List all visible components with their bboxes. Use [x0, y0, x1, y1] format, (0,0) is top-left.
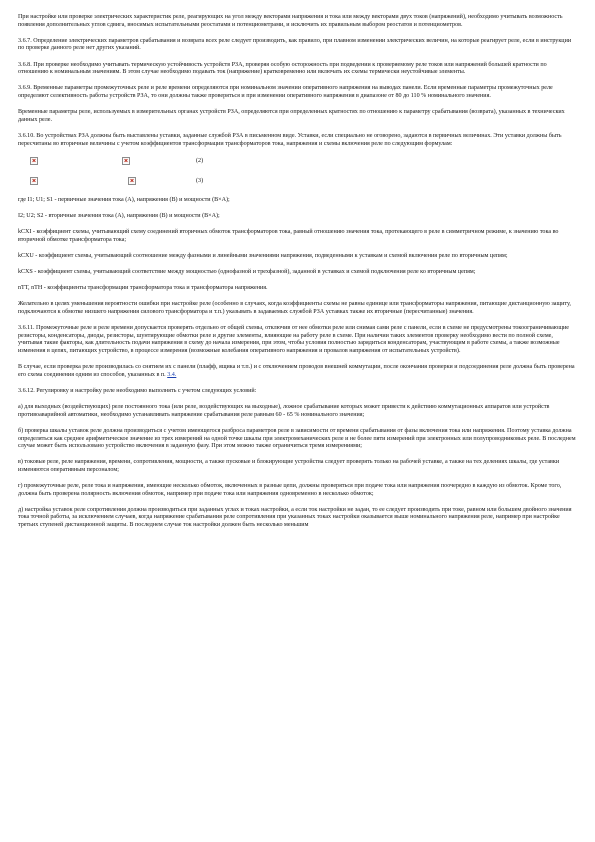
list-item-g: г) промежуточные реле, реле тока и напряжения, имеющие несколько обмоток, включенных в разные цепи, должны проверяться при подаче тока или напряжения поочередно в каждую из обмоток. Кроме того, должна быть проверена полярность включения обмоток, например при подаче тока или напряжения одновременно в несколько обмоток;: [18, 483, 562, 497]
paragraph-time-params: Временные параметры реле, используемых в измерительных органах устройств РЗА, определяются при определенных кратностях по отношению к параметру срабатывания (возврата), указанных в технических данных реле.: [18, 109, 565, 123]
paragraph-3-6-12: 3.6.12. Регулировку и настройку реле необходимо выполнять с учетом следующих условий:: [18, 387, 257, 394]
definition-kschs: kСХS - коэффициент схемы, учитывающий соответствие между мощностью (однофазной и трехфазной), заданной в уставках и схемой подключения реле ко вторичным цепям;: [18, 269, 476, 276]
paragraph-removal-text: В случае, если проверка реле производилась со снятием их с панели (плафф, ящика и т.п.) и с отключением проводов внешней коммутации, после окончания проверки и подсоединения реле должна быть проверена его схема соединения одним из способов, указанных в п.: [18, 364, 575, 378]
definition-ntt: nTT, nTH - коэффициенты трансформации трансформатора тока и трансформатора напряжения.: [18, 285, 268, 292]
list-item-d: д) настройка уставок реле сопротивления должна производиться при заданных углах и токах настройки, а если ток настройки не задан, то ее следует производить при токе, равном или большем двойного значения тока точной работы, за исключением случаев, когда напряжение срабатывания реле сопротивления при указанных токах настройки оказывается выше номинального напряжения реле, например при настройке третьих ступеней дистанционной защиты. В последнем случае ток настройки должен быть несколько меньшим: [18, 506, 572, 529]
definition-kschi: kСХI - коэффициент схемы, учитывающий схему соединений вторичных обмоток трансформаторов тока, равный отношению значения тока, протекающего в реле в симметричном режиме, к значению тока во вторичной обмотке трансформатора тока;: [18, 229, 559, 243]
definition-secondary: I2; U2; S2 - вторичные значения тока (А), напряжения (В) и мощности (В×А);: [18, 212, 220, 219]
broken-image-icon: [30, 177, 38, 185]
formula-number: (3): [196, 177, 204, 184]
list-item-b: б) проверка шкалы уставок реле должна производиться с учетом имеющегося разброса параметров реле в зависимости от времени срабатывания от фазы включения тока или напряжения. Поэтому уставка должна определяться как среднее арифметическое значение из трех измерений на одной точке шкалы при электромеханических реле и не более пяти измерений при электронных или полупроводниковых реле. В последнем случае может быть использовано устройство включения в заданную фазу. При этом можно также ограничиться тремя измерениями;: [18, 427, 576, 450]
paragraph-3-6-8: 3.6.8. При проверке необходимо учитывать термическую устойчивость устройств РЗА, проверяя особую осторожность при подведении к проверяемому реле токов или напряжений большей кратности по отношению к номинальным значениям. В этом случае необходимо подавать ток (напряжение) кратковременно или включать их схемы термически неустойчивые элементы.: [18, 61, 547, 76]
broken-image-icon: [122, 157, 130, 165]
paragraph-3-6-7: 3.6.7. Определение электрических параметров срабатывания и возврата всех реле следует производить, как правило, при плавном изменении электрических величин, на которые реагирует реле, если в инструкции по проверке данного реле нет других указаний.: [18, 37, 572, 52]
formula-row-2: [18, 157, 578, 169]
section-link[interactable]: 3.4.: [167, 371, 177, 378]
list-item-v: в) токовые реле, реле напряжения, времени, сопротивления, мощности, а также пусковые и блокирующие устройства следует проверять только на рабочей уставке, а также на тех делениях шкалы, где уставки изменяются оперативным персоналом;: [18, 459, 560, 473]
paragraph-3-6-11: 3.6.11. Промежуточные реле и реле времени допускается проверять отдельно от общей схемы, отключив от нее обмотки реле или снимая сами реле с панели, если в схеме не предусмотрены токоограничивающие резисторы, конденсаторы, диоды, резисторы, шунтирующие обмотки реле и другие элементы, влияющие на работу реле в схеме. При наличии таких элементов проверку необходимо вести по полной схеме, учитывая такие факторы, как длительность подачи напряжения в схему до начала измерения, при этом, чтобы условия полностью зарядиться конденсаторам, участвующим в работе схемы, а также возможные изменения в цепях, питающих устройство, в процессе измерения (возможные колебания оперативного напряжения и провалов напряжения от испытательных устройств).: [18, 325, 569, 354]
paragraph-3-6-10: 3.6.10. Во устройствах РЗА должны быть выставлены уставки, заданные службой РЗА в письменном виде. Уставки, если специально не оговорено, задаются в первичных величинах. Эти уставки должны быть пересчитаны во вторичные величины с учетом коэффициентов трансформации трансформаторов тока, напряжения и схемы включения реле по следующим формулам:: [18, 132, 562, 147]
formula-row-3: [18, 177, 578, 189]
definition-primary: где I1; U1; S1 - первичные значения тока (А), напряжения (В) и мощности (В×А);: [18, 196, 230, 203]
document-page: [18, 14, 578, 538]
paragraph-recommendation: Желательно в целях уменьшения вероятности ошибки при настройке реле (особенно в случаях, когда коэффициенты схемы не равны единице или трансформаторы напряжения, питающие дистанционную защиту, подключаются к обмотке низшего напряжения силового трансформатора и т.п.) указывать в задаваемых службой РЗА уставках также их вторичные (пересчитанные) значения.: [18, 301, 571, 315]
paragraph-intro: При настройке или проверке электрических характеристик реле, реагирующих на угол между векторами напряжения и тока или между векторами двух токов (напряжений), необходимо учитывать возможность появления дополнительных углов сдвига, вносимых испытательными реостатами и потенциометрами, и исключить их правильным выбором реостатов и потенциометров.: [18, 14, 563, 28]
paragraph-removal: [18, 364, 578, 379]
broken-image-icon: [30, 157, 38, 165]
formula-number: (2): [196, 157, 204, 164]
definition-kschu: kСХU - коэффициент схемы, учитывающий соотношение между фазными и линейными значениями напряжения, подведенными к уставкам и схемой включения реле по вторичным цепям;: [18, 252, 508, 259]
list-item-a: а) для выходных (воздействующих) реле постоянного тока (или реле, воздействующих на выходные), ложное срабатывание которых может привести к действию коммутационных аппаратов или устройств противоаварийной автоматики, необходимо устанавливать напряжение срабатывания реле равным 60 - 65 % номинального значения;: [18, 404, 550, 418]
paragraph-3-6-9: 3.6.9. Временные параметры промежуточных реле и реле времени определяются при номинальном значении оперативного напряжения на выводах панели. Если временные параметры промежуточных реле определяют селективность работы устройств РЗА, то они должны также проверяться и при изменении оперативного напряжения в диапазоне от 80 до 110 % номинального значения.: [18, 85, 553, 99]
broken-image-icon: [128, 177, 136, 185]
